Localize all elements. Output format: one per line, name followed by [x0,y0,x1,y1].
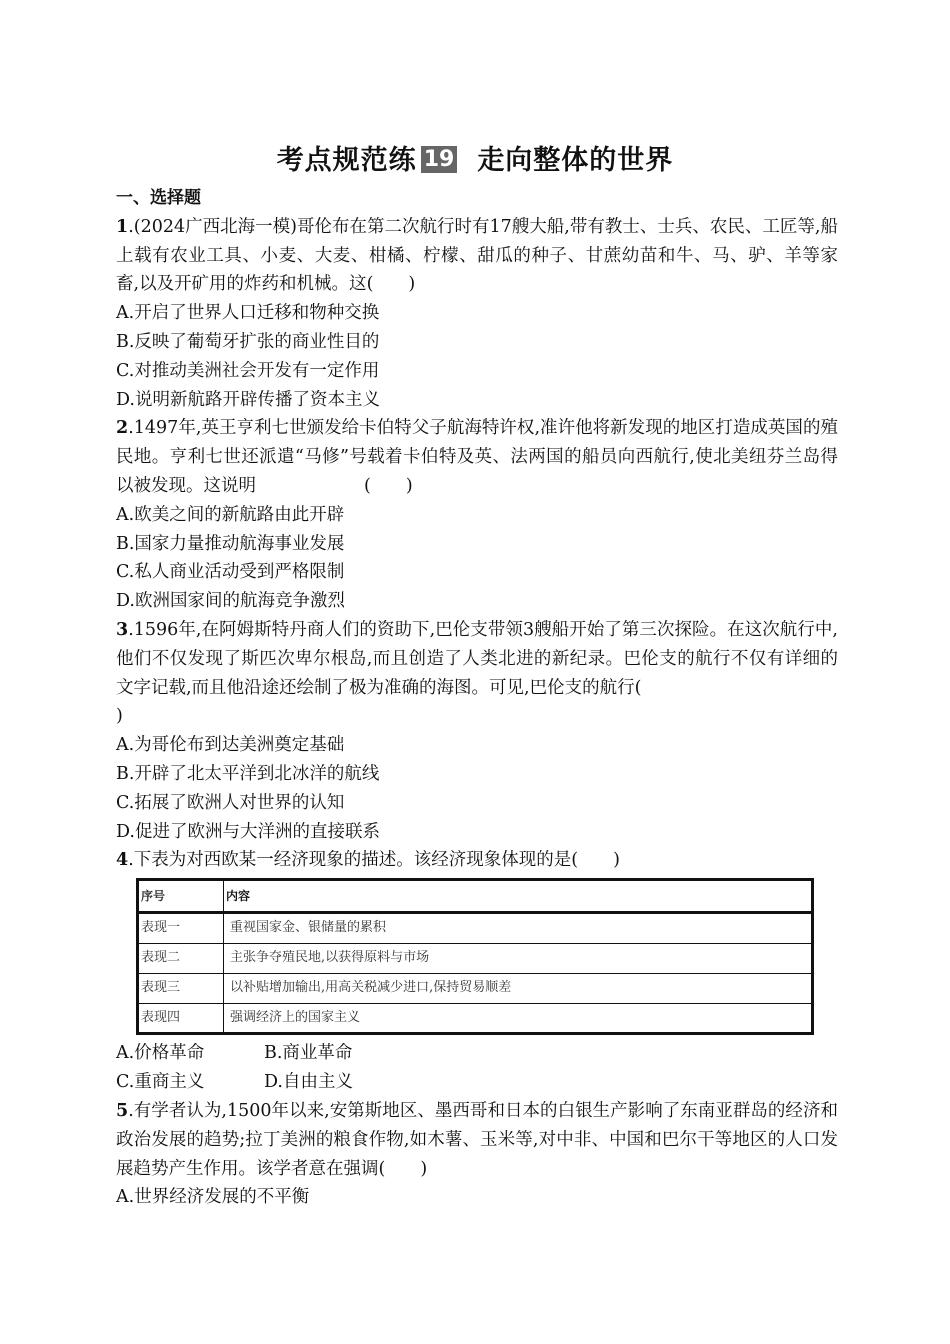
option-d[interactable]: D.欧洲国家间的航海竞争激烈 [116,591,345,612]
answer-blank: ( ) [364,475,413,496]
table-header-row [138,880,813,913]
table-cell: 表现三 [138,973,224,1003]
option-row [116,1039,838,1068]
question-stem: .有学者认为,1500年以来,安第斯地区、墨西哥和日本的白银生产影响了东南亚群岛的经济和政治发展的趋势;拉丁美洲的粮食作物,如木薯、玉米等,对中非、中国和巴尔干等地区的人口发展趋势产生作用。该学者意在强调 [116,1100,838,1179]
question-text [116,414,838,500]
question-2 [116,414,838,616]
option-row [116,1068,838,1097]
question-stem: .1596年,在阿姆斯特丹商人们的资助下,巴伦支带领3艘船开始了第三次探险。在这次航行中,他们不仅发现了斯匹次卑尔根岛,而且创造了人类北进的新纪录。巴伦支的航行不仅有详细的文字记载,而且他沿途还绘制了极为准确的海图。可见,巴伦支的航行( [116,619,838,698]
question-text [116,213,838,299]
question-number: 2 [116,418,129,439]
answer-blank: ) [116,706,123,727]
question-4 [116,846,838,1097]
question-number: 5 [116,1100,129,1121]
answer-blank: ( ) [378,1158,428,1179]
question-stem: .1497年,英王亨利七世颁发给卡伯特父子航海特许权,准许他将新发现的地区打造成英国的殖民地。亨利七世还派遣“马修”号载着卡伯特及英、法两国的船员向西航行,使北美纽芬兰岛得以被发现。这说明 [116,418,838,496]
table-cell: 表现二 [138,943,224,973]
table-row [138,943,813,973]
question-stem: .下表为对西欧某一经济现象的描述。该经济现象体现的是 [128,850,572,871]
section-title: 一、选择题 [116,188,201,208]
title-prefix: 考点规范练 [276,145,417,176]
title-suffix: 走向整体的世界 [477,145,674,176]
answer-blank: ( ) [366,274,416,295]
option-a[interactable]: A.价格革命 [116,1043,205,1064]
option-b[interactable]: B.反映了葡萄牙扩张的商业性目的 [116,331,380,352]
question-number: 1 [116,216,129,237]
option-a[interactable]: A.欧美之间的新航路由此开辟 [116,504,345,525]
option-d[interactable]: D.自由主义 [264,1072,353,1093]
option-d[interactable]: D.说明新航路开辟传播了资本主义 [116,389,380,410]
question-text [116,616,838,731]
table-cell: 以补贴增加输出,用高关税减少进口,保持贸易顺差 [224,973,813,1003]
table-cell: 主张争夺殖民地,以获得原料与市场 [224,943,813,973]
option-c[interactable]: C.私人商业活动受到严格限制 [116,562,345,583]
option-d[interactable]: D.促进了欧洲与大洋洲的直接联系 [116,821,380,842]
table-row [138,973,813,1003]
option-c[interactable]: C.拓展了欧洲人对世界的认知 [116,792,345,813]
table-cell: 重视国家金、银储量的累积 [224,913,813,944]
question-content [116,184,838,1212]
option-c[interactable]: C.重商主义 [116,1072,205,1093]
option-a[interactable]: A.开启了世界人口迁移和物种交换 [116,303,380,324]
answer-blank: ( ) [571,850,620,871]
option-c[interactable]: C.对推动美洲社会开发有一定作用 [116,360,380,381]
question-stem: .(2024广西北海一模)哥伦布在第二次航行时有17艘大船,带有教士、士兵、农民、工匠等,船上载有农业工具、小麦、大麦、柑橘、柠檬、甜瓜的种子、甘蔗幼苗和牛、马、驴、羊等家畜,以及开矿用的炸药和机械。这 [116,216,838,295]
description-table [136,878,814,1035]
option-a[interactable]: A.为哥伦布到达美洲奠定基础 [116,735,345,756]
table-cell: 表现一 [138,913,224,944]
table-cell: 表现四 [138,1003,224,1034]
option-b[interactable]: B.开辟了北太平洋到北冰洋的航线 [116,763,380,784]
question-number: 4 [116,850,129,871]
question-3 [116,616,838,846]
question-text [116,1097,838,1183]
table-row [138,913,813,944]
table-header-cell: 序号 [138,880,224,913]
question-5 [116,1097,838,1212]
option-b[interactable]: B.国家力量推动航海事业发展 [116,533,345,554]
option-b[interactable]: B.商业革命 [264,1043,353,1064]
option-a[interactable]: A.世界经济发展的不平衡 [116,1187,310,1208]
question-1 [116,213,838,415]
question-text [116,846,838,875]
table-row [138,1003,813,1034]
question-number: 3 [116,619,129,640]
table-cell: 强调经济上的国家主义 [224,1003,813,1034]
page-title [0,138,950,177]
table-header-cell: 内容 [224,880,813,913]
title-number-badge: 19 [421,146,458,173]
